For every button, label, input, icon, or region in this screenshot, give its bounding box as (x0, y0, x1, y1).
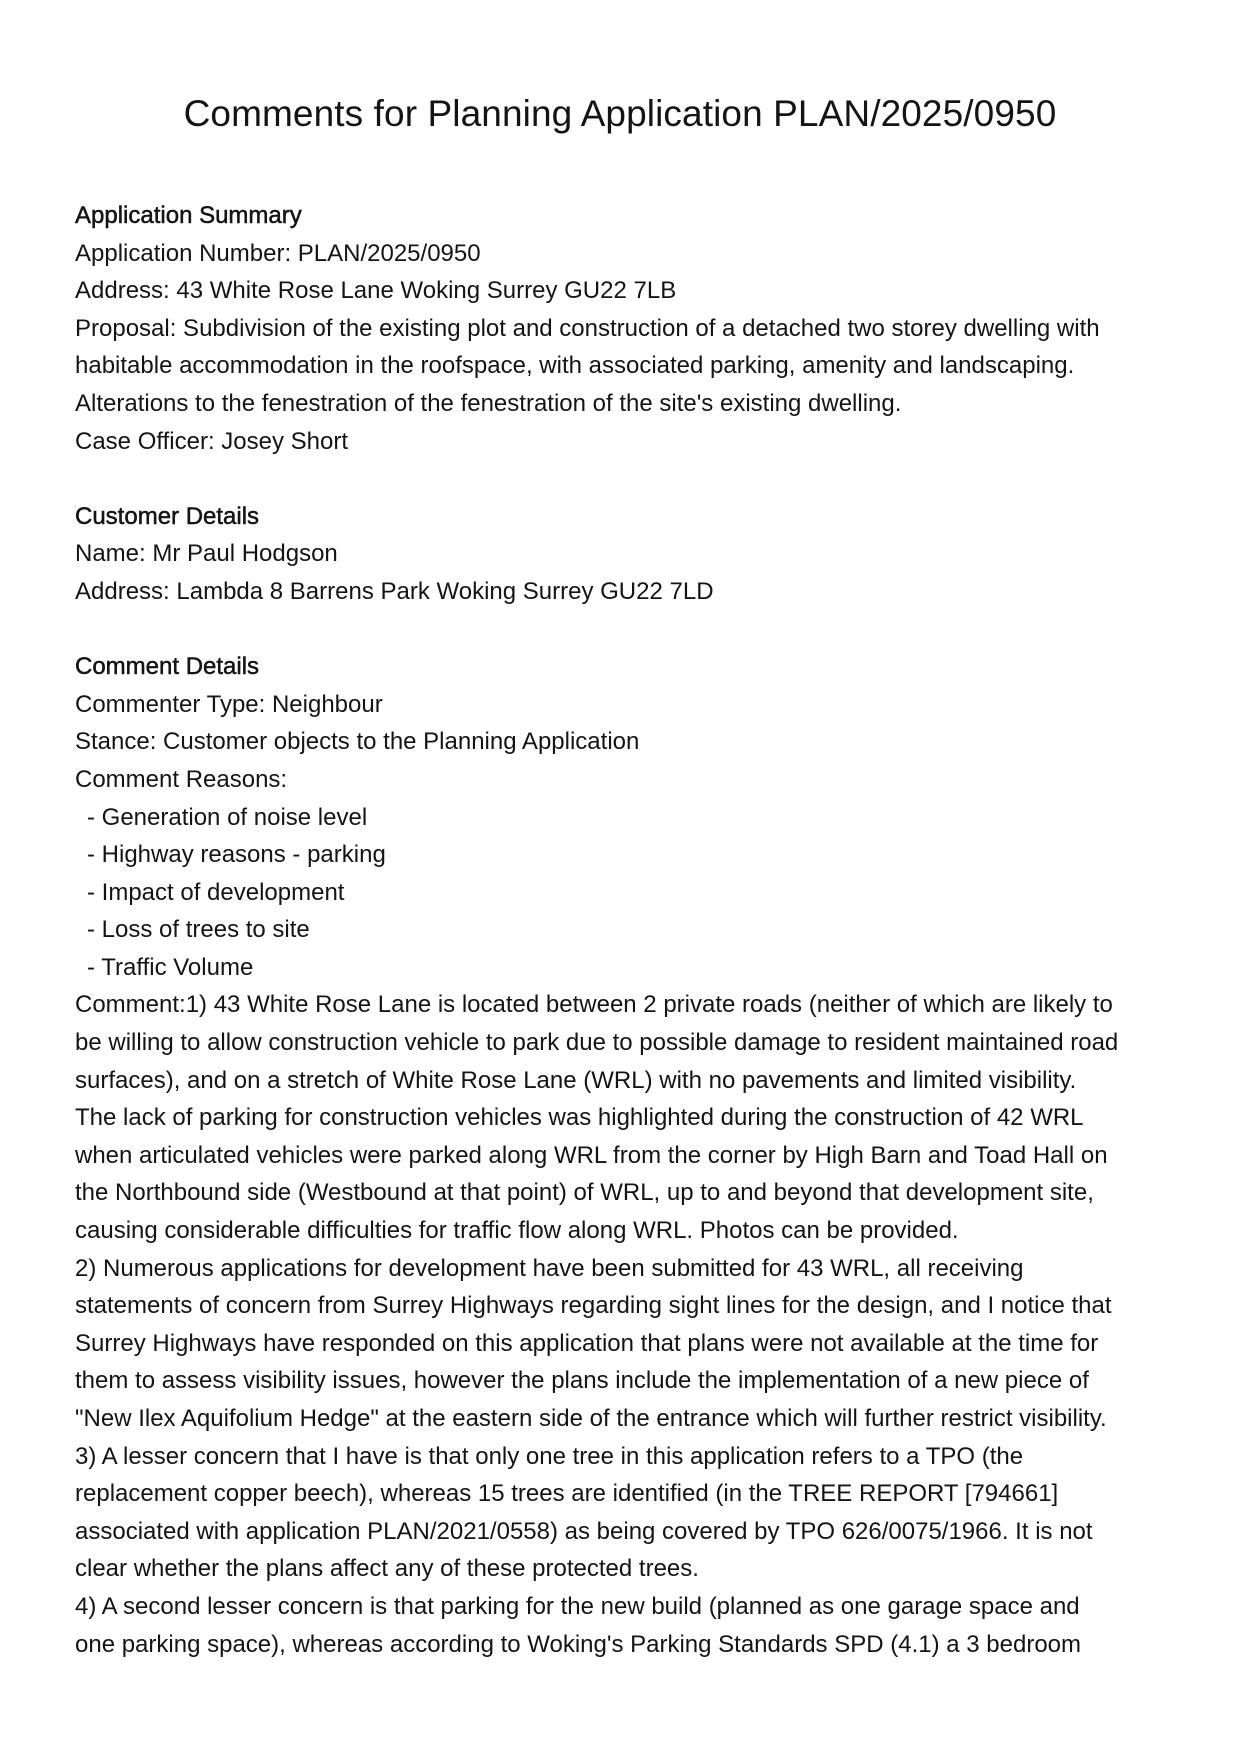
comment-line: causing considerable difficulties for traffic flow along WRL. Photos can be provided. (75, 1217, 959, 1245)
comment-line: when articulated vehicles were parked along WRL from the corner by High Barn and Toad Hall on (75, 1141, 1108, 1169)
comment-line: replacement copper beech), whereas 15 trees are identified (in the TREE REPORT [794661] (75, 1480, 1059, 1508)
reason-item: - Highway reasons - parking (87, 841, 386, 869)
proposal-line-3: Alterations to the fenestration of the fenestration of the site's existing dwelling. (75, 389, 902, 417)
reason-item: - Traffic Volume (87, 953, 254, 981)
comment-line: one parking space), whereas according to Woking's Parking Standards SPD (4.1) a 3 bedroom (75, 1630, 1082, 1658)
document-body (75, 197, 1175, 1663)
application-summary-section (75, 197, 1175, 460)
comment-line: Surrey Highways have responded on this application that plans were not available at the time for (75, 1329, 1099, 1357)
section-spacer (75, 611, 1175, 649)
section-spacer (75, 460, 1175, 498)
application-summary-heading: Application Summary (75, 202, 302, 229)
reason-item: - Generation of noise level (87, 803, 368, 831)
comment-line: associated with application PLAN/2021/0558) as being covered by TPO 626/0075/1966. It is not (75, 1517, 1093, 1545)
case-officer: Case Officer: Josey Short (75, 427, 348, 455)
page-title: Comments for Planning Application PLAN/2025/0950 (183, 93, 1057, 134)
comment-text (75, 986, 1175, 1663)
commenter-type: Commenter Type: Neighbour (75, 690, 383, 718)
comment-line: The lack of parking for construction vehicles was highlighted during the construction of 42 WRL (75, 1104, 1084, 1132)
comment-details-heading: Comment Details (75, 653, 260, 681)
application-address: Address: 43 White Rose Lane Woking Surrey GU22 7LB (75, 277, 677, 305)
comment-line: 3) A lesser concern that I have is that only one tree in this application refers to a TPO (the (75, 1442, 1024, 1470)
reason-item: - Loss of trees to site (87, 916, 310, 944)
comment-line: the Northbound side (Westbound at that point) of WRL, up to and beyond that development site, (75, 1179, 1094, 1207)
proposal-line-1: Proposal: Subdivision of the existing plot and construction of a detached two storey dwelling with (75, 314, 1100, 342)
stance: Stance: Customer objects to the Planning Application (75, 728, 640, 756)
customer-address: Address: Lambda 8 Barrens Park Woking Surrey GU22 7LD (75, 577, 714, 605)
proposal-line-2: habitable accommodation in the roofspace, with associated parking, amenity and landscaping. (75, 352, 1075, 380)
comment-line: be willing to allow construction vehicle to park due to possible damage to resident maintained road (75, 1029, 1119, 1057)
customer-name: Name: Mr Paul Hodgson (75, 540, 338, 568)
comment-line: them to assess visibility issues, however the plans include the implementation of a new piece of (75, 1367, 1089, 1395)
comment-reasons-label: Comment Reasons: (75, 765, 288, 793)
reason-item: - Impact of development (87, 878, 345, 906)
comment-line: 2) Numerous applications for development have been submitted for 43 WRL, all receiving (75, 1254, 1024, 1282)
comment-details-section (75, 648, 1175, 1663)
application-number: Application Number: PLAN/2025/0950 (75, 239, 481, 267)
comment-reasons-list (75, 799, 1175, 987)
comment-line: 4) A second lesser concern is that parking for the new build (planned as one garage space and (75, 1592, 1080, 1620)
comment-line: clear whether the plans affect any of these protected trees. (75, 1555, 699, 1583)
customer-details-section (75, 498, 1175, 611)
comment-line: Comment:1) 43 White Rose Lane is located between 2 private roads (neither of which are likely to (75, 991, 1113, 1019)
comment-line: "New Ilex Aquifolium Hedge" at the eastern side of the entrance which will further restrict visibility. (75, 1405, 1107, 1432)
customer-details-heading: Customer Details (75, 502, 260, 530)
comment-line: statements of concern from Surrey Highways regarding sight lines for the design, and I notice that (75, 1292, 1112, 1320)
comment-line: surfaces), and on a stretch of White Rose Lane (WRL) with no pavements and limited visibility. (75, 1066, 1077, 1094)
